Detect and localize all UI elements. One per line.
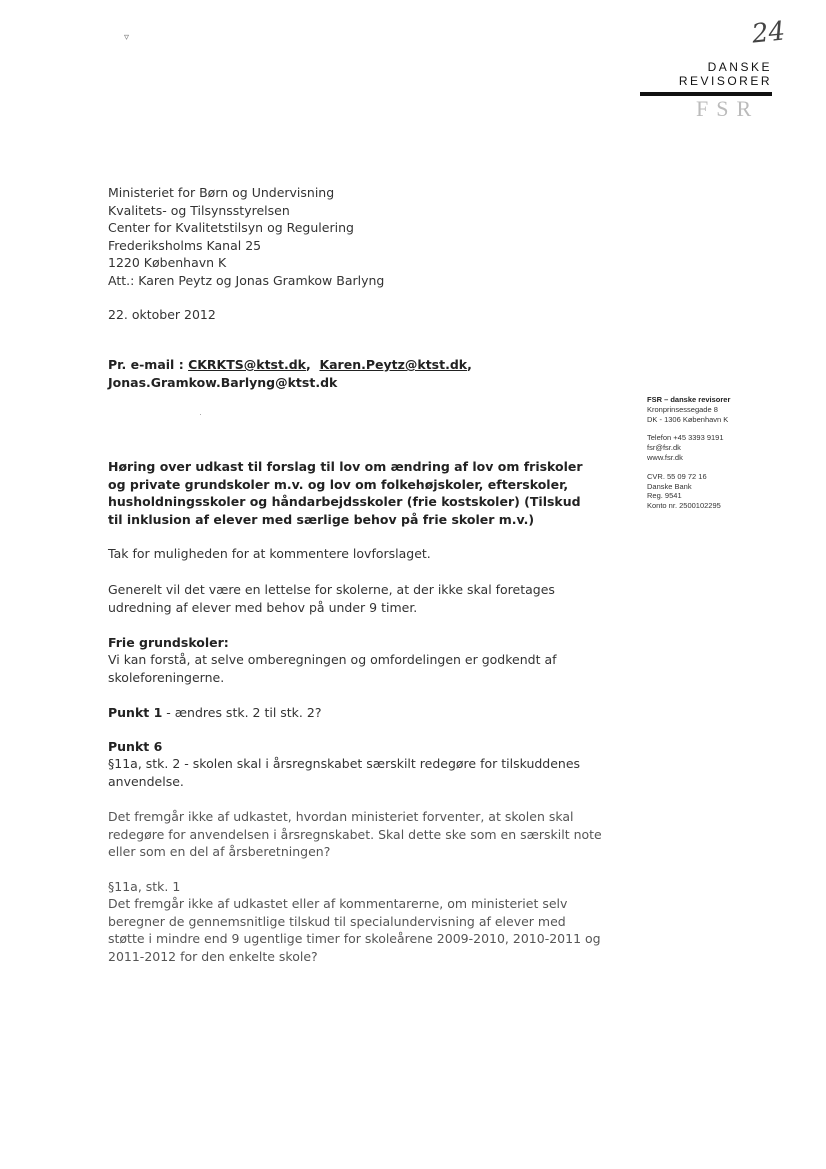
- sender-bank: Danske Bank: [647, 481, 692, 491]
- sender-phone: Telefon +45 3393 9191: [647, 433, 724, 443]
- recipient-line: Kvalitets- og Tilsynsstyrelsen: [108, 202, 290, 218]
- paragraph-general: Generelt vil det være en lettelse for skolerne, at der ikke skal foretages udredning af elever med behov på under 9 timer.: [108, 582, 555, 615]
- email-prefix: Pr. e-mail :: [108, 357, 184, 372]
- email-recipients: Pr. e-mail : CKRKTS@ktst.dk, Karen.Peytz@ktst.dk, Jonas.Gramkow.Barlyng@ktst.dk: [108, 357, 472, 390]
- punkt-6-text: §11a, stk. 2 - skolen skal i årsregnskabet særskilt redegøre for tilskuddenes anvendelse.: [108, 756, 581, 789]
- recipient-line: Att.: Karen Peytz og Jonas Gramkow Barlyng: [108, 272, 385, 288]
- scan-mark: ▿: [124, 32, 130, 43]
- handwritten-page-number: 24: [750, 16, 787, 50]
- sender-street: Kronprinsessegade 8: [647, 404, 718, 414]
- reference-11a-stk1: §11a, stk. 1: [108, 879, 181, 894]
- recipient-line: Ministeriet for Børn og Undervisning: [108, 185, 335, 200]
- punkt-6-heading: Punkt 6: [108, 739, 163, 754]
- fsr-stamp: FSR: [696, 96, 760, 121]
- email-link-ckrkts[interactable]: CKRKTS@ktst.dk: [188, 357, 306, 372]
- scan-dot: [200, 414, 201, 415]
- sender-mail: fsr@fsr.dk: [647, 443, 681, 453]
- sender-konto: Konto nr. 2500102295: [647, 501, 721, 511]
- paragraph-thanks: Tak for muligheden for at kommentere lovforslaget.: [108, 546, 431, 561]
- paragraph-gennemsnitlige-tilskud: Det fremgår ikke af udkastet eller af kommentarerne, om ministeriet selv beregner de gennemsnitlige tilskud til specialundervisning af elever med støtte i mindre end 9 ugentlige timer for skoleårene 2009-2010, 2010-2011 og 2011-2012 for den enkelte skole?: [108, 896, 601, 964]
- recipient-line: 1220 København K: [108, 255, 227, 270]
- punkt-1: [108, 704, 603, 722]
- logo: [640, 60, 772, 96]
- logo-line-1: DANSKE: [707, 60, 772, 74]
- letter-subject: Høring over udkast til forslag til lov om ændring af lov om friskoler og private grundskoler m.v. og lov om folkehøjskoler, efterskoler, husholdningsskoler og håndarbejdsskoler (frie kostskoler) (Tilskud til inklusion af elever med særlige behov på frie skoler m.v.): [108, 459, 583, 527]
- recipient-line: Frederiksholms Kanal 25: [108, 237, 262, 253]
- sender-web: www.fsr.dk: [647, 452, 683, 462]
- email-link-karen[interactable]: Karen.Peytz@ktst.dk: [319, 357, 468, 372]
- email-link-jonas[interactable]: Jonas.Gramkow.Barlyng@ktst.dk: [108, 374, 338, 390]
- sender-name: FSR – danske revisorer: [647, 395, 731, 404]
- punkt-1-label: Punkt 1: [108, 705, 163, 720]
- paragraph-omberegning: Vi kan forstå, at selve omberegningen og omfordelingen er godkendt af skoleforeningerne.: [108, 652, 557, 685]
- section-heading-frie-grundskoler: Frie grundskoler:: [108, 635, 229, 650]
- recipient-address: [108, 184, 384, 289]
- sender-reg: Reg. 9541: [647, 491, 682, 501]
- sender-info: [647, 395, 797, 511]
- sender-cvr: CVR. 55 09 72 16: [647, 471, 707, 481]
- recipient-line: Center for Kvalitetstilsyn og Regulering: [108, 220, 354, 235]
- punkt-1-text: - ændres stk. 2 til stk. 2?: [162, 705, 322, 720]
- logo-line-2: REVISORER: [678, 74, 772, 88]
- sender-city: DK - 1306 København K: [647, 414, 729, 424]
- letter-date: 22. oktober 2012: [108, 307, 216, 322]
- paragraph-aarsregnskab: Det fremgår ikke af udkastet, hvordan ministeriet forventer, at skolen skal redegøre for anvendelsen i årsregnskabet. Skal dette ske som en særskilt note eller som en del af årsberetningen?: [108, 809, 602, 859]
